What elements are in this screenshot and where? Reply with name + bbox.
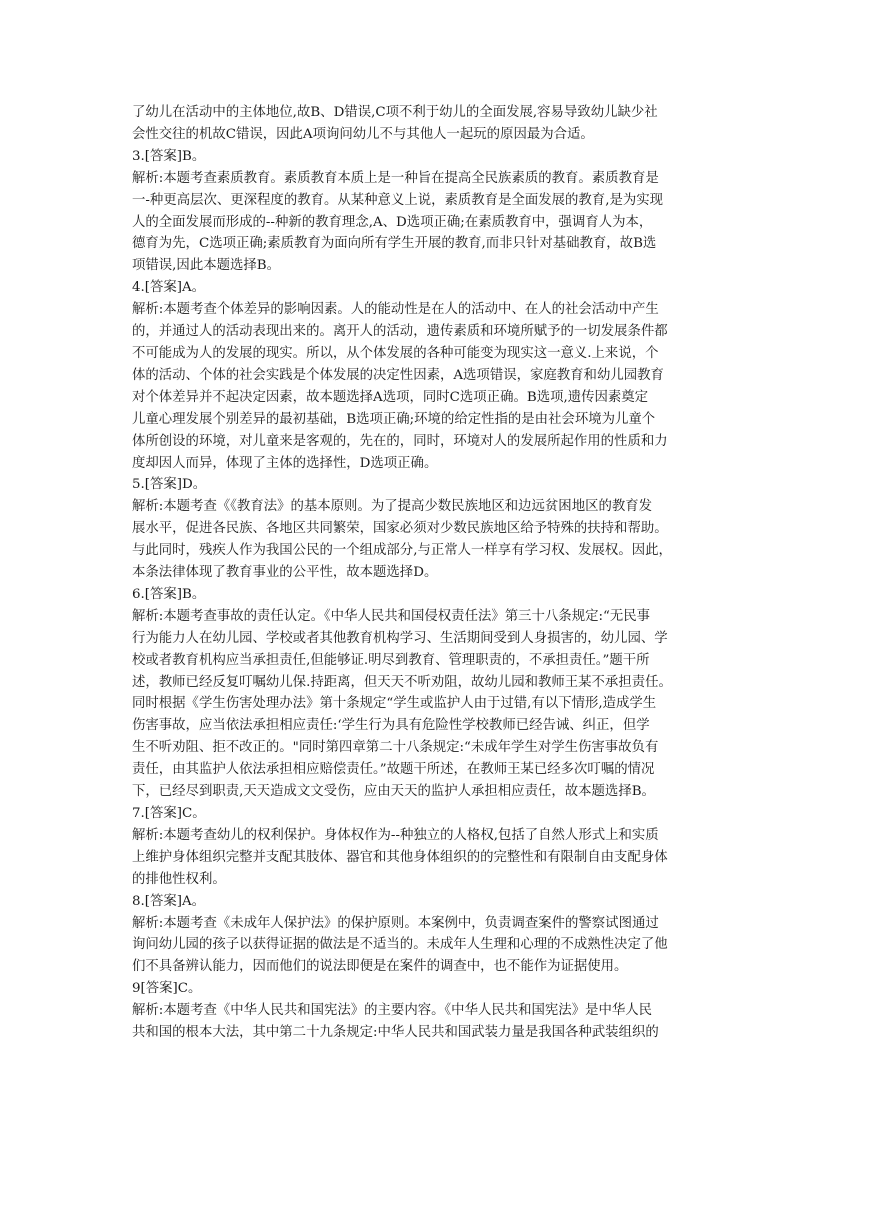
text-line: 解析:本题考查幼儿的权利保护。身体权作为--种独立的人格权,包括了自然人形式上和实质 — [132, 827, 659, 843]
text-line: 会性交往的机故C错误，因此A项询问幼儿不与其他人一起玩的原因最为合适。 — [132, 126, 594, 142]
answer-heading: 3.[答案]B。 — [132, 148, 206, 164]
text-line: 生不听劝阻、拒不改正的。"同时第四章第二十八条规定:“未成年学生对学生伤害事故负有 — [132, 740, 659, 756]
text-line: 们不具备辨认能力，因而他们的说法即便是在案件的调查中，也不能作为证据使用。 — [132, 959, 628, 975]
text-line: 询问幼儿园的孩子以获得证据的做法是不适当的。未成年人生理和心理的不成熟性决定了他 — [132, 937, 668, 953]
text-line: 展水平，促进各民族、各地区共同繁荣，国家必须对少数民族地区给予特殊的扶持和帮助。 — [132, 521, 668, 537]
text-line: 德育为先，C选项正确;素质教育为面向所有学生开展的教育,而非只针对基础教育，故B选 — [132, 236, 657, 252]
document-body — [132, 102, 738, 1044]
text-line: 与此同时，残疾人作为我国公民的一个组成部分,与正常人一样享有学习权、发展权。因此， — [132, 543, 672, 559]
text-line: 对个体差异并不起决定因素，故本题选择A选项，同时C选项正确。B选项,遗传因素奠定 — [132, 389, 649, 405]
answer-heading: 9[答案]C。 — [132, 981, 202, 997]
text-line: 项错误,因此本题选择B。 — [132, 258, 281, 274]
text-line: 人的全面发展而形成的--种新的教育理念,A、D选项正确;在素质教育中，强调育人为本， — [132, 214, 653, 230]
text-line: 一-种更高层次、更深程度的教育。从某种意义上说，素质教育是全面发展的教育,是为实现 — [132, 192, 664, 208]
text-line: 解析:本题考查《中华人民共和国宪法》的主要内容。《中华人民共和国宪法》是中华人民 — [132, 1003, 653, 1019]
text-line: 下，已经尽到职责,天天造成文文受伤，应由天天的监护人承担相应责任，故本题选择B。 — [132, 784, 655, 800]
text-line: 的排他性权利。 — [132, 871, 226, 887]
text-line: 解析:本题考查素质教育。素质教育本质上是一种旨在提高全民族素质的教育。素质教育是 — [132, 170, 659, 186]
text-line: 解析:本题考查事故的责任认定。《中华人民共和国侵权责任法》第三十八条规定:“无民事 — [132, 608, 651, 624]
text-line: 度却因人而异，体现了主体的选择性，D选项正确。 — [132, 455, 438, 471]
text-line: 述，教师已经反复叮嘱幼儿保.持距离，但天天不听劝阻，故幼儿园和教师王某不承担责任。 — [132, 674, 672, 690]
answer-heading: 7.[答案]C。 — [132, 806, 206, 821]
text-line: 校或者教育机构应当承担责任,但能够证.明尽到教育、管理职责的，不承担责任。”题干所 — [132, 652, 650, 668]
text-line: 同时根据《学生伤害处理办法》第十条规定“学生或监护人由于过错,有以下情形,造成学生 — [132, 696, 657, 712]
text-line: 的，并通过人的活动表现出来的。离开人的活动，遗传素质和环境所赋予的一切发展条件都 — [132, 324, 668, 340]
text-line: 行为能力人在幼儿园、学校或者其他教育机构学习、生活期间受到人身损害的，幼儿园、学 — [132, 630, 668, 646]
text-line: 共和国的根本大法，其中第二十九条规定:中华人民共和国武装力量是我国各种武装组织的 — [132, 1025, 659, 1041]
text-line: 体的活动、个体的社会实践是个体发展的决定性因素，A选项错误，家庭教育和幼儿园教育 — [132, 367, 664, 383]
text-line: 儿童心理发展个别差异的最初基础，B选项正确;环境的给定性指的是由社会环境为儿童个 — [132, 411, 656, 427]
text-line: 解析:本题考查《《教育法》的基本原则。为了提高少数民族地区和边远贫困地区的教育发 — [132, 499, 653, 515]
text-line: 伤害事故，应当依法承担相应责任:‘学生行为具有危险性学校教师已经告诫、纠正，但学 — [132, 718, 650, 734]
text-line: 解析:本题考查个体差异的影响因素。人的能动性是在人的活动中、在人的社会活动中产生 — [132, 302, 659, 318]
text-line: 解析:本题考查《未成年人保护法》的保护原则。本案例中，负责调查案件的警察试图通过 — [132, 915, 659, 931]
answer-heading: 6.[答案]B。 — [132, 586, 206, 602]
text-line: 不可能成为人的发展的现实。所以，从个体发展的各种可能变为现实这一意义.上来说，个 — [132, 345, 659, 361]
text-line: 上维护身体组织完整并支配其肢体、器官和其他身体组织的的完整性和有限制自由支配身体 — [132, 849, 668, 865]
text-line: 责任，由其监护人依法承担相应赔偿责任。”故题干所述，在教师王某已经多次叮嘱的情况 — [132, 762, 655, 778]
text-line: 了幼儿在活动中的主体地位,故B、D错误,C项不利于幼儿的全面发展,容易导致幼儿缺少社 — [132, 105, 658, 120]
answer-heading: 8.[答案]A。 — [132, 893, 206, 909]
text-line: 体所创设的环境，对儿童来是客观的，先在的，同时，环境对人的发展所起作用的性质和力 — [132, 433, 668, 449]
text-line: 本条法律体现了教育事业的公平性，故本题选择D。 — [132, 565, 438, 581]
answer-heading: 4.[答案]A。 — [132, 280, 206, 296]
answer-heading: 5.[答案]D。 — [132, 477, 207, 493]
